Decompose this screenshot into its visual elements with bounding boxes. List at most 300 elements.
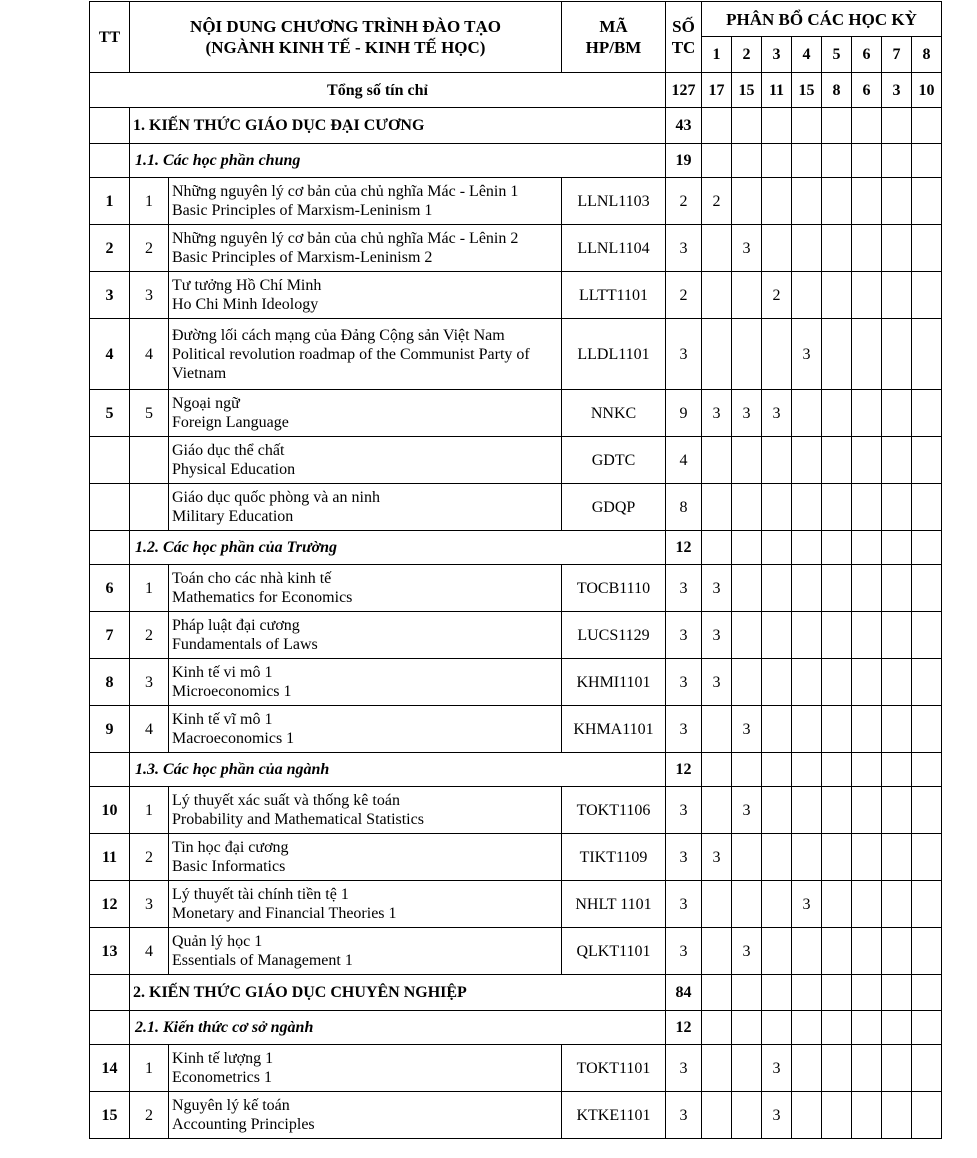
semester-cell (732, 108, 762, 144)
course-name-en: Mathematics for Economics (172, 589, 353, 606)
course-stt (130, 484, 169, 531)
course-name (169, 225, 562, 272)
course-semester-7 (882, 928, 912, 975)
header-code-line1: MÃ (599, 17, 628, 36)
course-credits: 3 (666, 834, 702, 881)
semester-cell (822, 108, 852, 144)
semester-header-7: 7 (882, 37, 912, 73)
semester-cell (702, 1011, 732, 1045)
semester-cell (912, 531, 942, 565)
course-semester-7 (882, 787, 912, 834)
course-semester-3 (762, 178, 792, 225)
course-semester-2 (732, 484, 762, 531)
course-name-vi: Kinh tế vĩ mô 1 (172, 711, 273, 728)
course-row (90, 834, 942, 881)
course-semester-8 (912, 1092, 942, 1139)
course-semester-6 (852, 484, 882, 531)
header-tt: TT (90, 2, 130, 73)
course-name-en: Basic Principles of Marxism-Leninism 1 (172, 202, 433, 219)
course-semester-1: 3 (702, 834, 732, 881)
course-semester-6 (852, 612, 882, 659)
course-semester-4: 3 (792, 319, 822, 390)
course-credits: 8 (666, 484, 702, 531)
semester-cell (882, 144, 912, 178)
course-semester-2 (732, 565, 762, 612)
course-name-vi: Những nguyên lý cơ bản của chủ nghĩa Mác - Lênin 2 (172, 230, 519, 247)
course-semester-1 (702, 1045, 732, 1092)
course-stt: 2 (130, 1092, 169, 1139)
course-name (169, 881, 562, 928)
course-name-vi: Kinh tế lượng 1 (172, 1050, 274, 1067)
course-semester-4 (792, 706, 822, 753)
course-stt: 3 (130, 272, 169, 319)
semester-cell (912, 753, 942, 787)
course-row (90, 1092, 942, 1139)
course-semester-4 (792, 928, 822, 975)
course-semester-4 (792, 565, 822, 612)
course-stt: 2 (130, 225, 169, 272)
course-credits: 3 (666, 787, 702, 834)
course-stt: 2 (130, 612, 169, 659)
course-semester-7 (882, 565, 912, 612)
course-semester-4 (792, 484, 822, 531)
course-row (90, 437, 942, 484)
course-semester-3: 3 (762, 1045, 792, 1092)
semester-cell (852, 144, 882, 178)
course-semester-2 (732, 1045, 762, 1092)
course-tt: 6 (90, 565, 130, 612)
table-body (90, 73, 942, 1139)
course-row (90, 390, 942, 437)
course-name (169, 1045, 562, 1092)
course-semester-6 (852, 1045, 882, 1092)
course-semester-8 (912, 319, 942, 390)
course-semester-7 (882, 272, 912, 319)
course-semester-6 (852, 787, 882, 834)
course-name-vi: Quản lý học 1 (172, 933, 263, 950)
course-code: TOCB1110 (562, 565, 666, 612)
course-semester-3 (762, 659, 792, 706)
course-semester-2: 3 (732, 706, 762, 753)
header-credits (666, 2, 702, 73)
course-semester-6 (852, 437, 882, 484)
semester-header-6: 6 (852, 37, 882, 73)
total-semester-8: 10 (912, 73, 942, 108)
course-stt: 4 (130, 706, 169, 753)
course-semester-4 (792, 437, 822, 484)
semester-header-3: 3 (762, 37, 792, 73)
semester-cell (822, 753, 852, 787)
course-semester-8 (912, 1045, 942, 1092)
course-stt: 1 (130, 178, 169, 225)
course-semester-1: 2 (702, 178, 732, 225)
course-stt: 3 (130, 659, 169, 706)
course-semester-2: 3 (732, 787, 762, 834)
semester-cell (912, 1011, 942, 1045)
course-name-vi: Những nguyên lý cơ bản của chủ nghĩa Mác - Lênin 1 (172, 183, 519, 200)
course-code: GDQP (562, 484, 666, 531)
course-semester-7 (882, 612, 912, 659)
course-tt (90, 437, 130, 484)
course-stt (130, 437, 169, 484)
course-name-en: Ho Chi Minh Ideology (172, 296, 319, 313)
course-name (169, 390, 562, 437)
course-name-vi: Tin học đại cương (172, 839, 289, 856)
semester-cell (822, 975, 852, 1011)
group-blank (90, 531, 130, 565)
group-title: 2.1. Kiến thức cơ sở ngành (130, 1011, 666, 1045)
semester-cell (912, 144, 942, 178)
course-semester-5 (822, 319, 852, 390)
course-semester-2: 3 (732, 928, 762, 975)
course-semester-5 (822, 881, 852, 928)
group-row (90, 531, 942, 565)
course-row (90, 612, 942, 659)
course-name-en: Microeconomics 1 (172, 683, 292, 700)
semester-cell (732, 753, 762, 787)
course-row (90, 787, 942, 834)
course-tt: 10 (90, 787, 130, 834)
course-name (169, 787, 562, 834)
course-semester-3: 2 (762, 272, 792, 319)
course-row (90, 1045, 942, 1092)
semester-cell (702, 753, 732, 787)
course-name-en: Political revolution roadmap of the Communist Party of Vietnam (172, 345, 530, 382)
course-semester-2 (732, 834, 762, 881)
course-semester-6 (852, 565, 882, 612)
course-tt: 5 (90, 390, 130, 437)
course-semester-4 (792, 612, 822, 659)
course-semester-1: 3 (702, 390, 732, 437)
group-title: 1.3. Các học phần của ngành (130, 753, 666, 787)
header-content-line2: (NGÀNH KINH TẾ - KINH TẾ HỌC) (205, 38, 486, 57)
course-name-en: Basic Informatics (172, 858, 286, 875)
semester-cell (912, 975, 942, 1011)
course-semester-1 (702, 706, 732, 753)
semester-cell (702, 531, 732, 565)
course-semester-7 (882, 178, 912, 225)
course-credits: 3 (666, 659, 702, 706)
course-code: TIKT1109 (562, 834, 666, 881)
course-semester-6 (852, 834, 882, 881)
section-title: 2. KIẾN THỨC GIÁO DỤC CHUYÊN NGHIỆP (130, 975, 666, 1011)
semester-cell (792, 144, 822, 178)
course-tt: 11 (90, 834, 130, 881)
course-tt: 4 (90, 319, 130, 390)
course-semester-5 (822, 390, 852, 437)
course-name-vi: Đường lối cách mạng của Đảng Cộng sản Việt Nam (172, 326, 505, 344)
course-name-en: Physical Education (172, 461, 296, 478)
course-name-en: Econometrics 1 (172, 1069, 272, 1086)
course-semester-2: 3 (732, 390, 762, 437)
group-blank (90, 1011, 130, 1045)
course-semester-8 (912, 225, 942, 272)
course-row (90, 706, 942, 753)
course-semester-2 (732, 659, 762, 706)
course-stt: 2 (130, 834, 169, 881)
course-code: TOKT1101 (562, 1045, 666, 1092)
semester-cell (882, 1011, 912, 1045)
course-row (90, 881, 942, 928)
group-row (90, 1011, 942, 1045)
course-row (90, 565, 942, 612)
semester-cell (822, 1011, 852, 1045)
header-credits-line1: SỐ (672, 17, 695, 36)
course-semester-8 (912, 612, 942, 659)
course-semester-8 (912, 484, 942, 531)
semester-cell (792, 1011, 822, 1045)
course-semester-4 (792, 390, 822, 437)
course-stt: 3 (130, 881, 169, 928)
semester-cell (882, 975, 912, 1011)
course-semester-5 (822, 437, 852, 484)
course-credits: 3 (666, 706, 702, 753)
course-semester-1: 3 (702, 612, 732, 659)
course-semester-7 (882, 881, 912, 928)
group-row (90, 144, 942, 178)
total-semester-3: 11 (762, 73, 792, 108)
course-semester-4 (792, 225, 822, 272)
header-content (130, 2, 562, 73)
course-semester-6 (852, 1092, 882, 1139)
semester-header-5: 5 (822, 37, 852, 73)
semester-header-2: 2 (732, 37, 762, 73)
course-name (169, 484, 562, 531)
semester-cell (762, 753, 792, 787)
course-row (90, 319, 942, 390)
course-name-vi: Nguyên lý kế toán (172, 1097, 290, 1114)
course-semester-5 (822, 787, 852, 834)
course-semester-1: 3 (702, 659, 732, 706)
course-tt: 2 (90, 225, 130, 272)
header-code (562, 2, 666, 73)
course-semester-2 (732, 612, 762, 659)
course-credits: 3 (666, 1092, 702, 1139)
course-semester-5 (822, 225, 852, 272)
course-tt: 7 (90, 612, 130, 659)
course-semester-1 (702, 787, 732, 834)
total-semester-5: 8 (822, 73, 852, 108)
course-semester-4 (792, 1092, 822, 1139)
course-name (169, 437, 562, 484)
course-tt: 1 (90, 178, 130, 225)
course-credits: 3 (666, 612, 702, 659)
semester-cell (732, 975, 762, 1011)
course-semester-7 (882, 484, 912, 531)
course-semester-1 (702, 1092, 732, 1139)
course-semester-2 (732, 178, 762, 225)
course-semester-5 (822, 834, 852, 881)
course-name-en: Monetary and Financial Theories 1 (172, 905, 397, 922)
course-name (169, 612, 562, 659)
course-credits: 3 (666, 928, 702, 975)
course-row (90, 272, 942, 319)
course-semester-1 (702, 881, 732, 928)
course-name-en: Essentials of Management 1 (172, 952, 353, 969)
semester-cell (792, 753, 822, 787)
header-content-line1: NỘI DUNG CHƯƠNG TRÌNH ĐÀO TẠO (190, 17, 501, 36)
group-credits: 19 (666, 144, 702, 178)
course-code: LLNL1103 (562, 178, 666, 225)
course-row (90, 484, 942, 531)
course-semester-3 (762, 928, 792, 975)
course-name (169, 659, 562, 706)
course-code: NHLT 1101 (562, 881, 666, 928)
course-name-vi: Giáo dục thể chất (172, 442, 285, 459)
course-semester-3: 3 (762, 1092, 792, 1139)
course-tt: 14 (90, 1045, 130, 1092)
course-name (169, 928, 562, 975)
course-credits: 3 (666, 881, 702, 928)
course-credits: 2 (666, 178, 702, 225)
group-title: 1.1. Các học phần chung (130, 144, 666, 178)
group-row (90, 753, 942, 787)
total-semester-2: 15 (732, 73, 762, 108)
semester-cell (702, 144, 732, 178)
course-semester-3 (762, 484, 792, 531)
course-row (90, 225, 942, 272)
course-semester-6 (852, 881, 882, 928)
course-semester-6 (852, 706, 882, 753)
total-semester-7: 3 (882, 73, 912, 108)
course-semester-7 (882, 437, 912, 484)
course-code: LLDL1101 (562, 319, 666, 390)
course-semester-2: 3 (732, 225, 762, 272)
course-semester-8 (912, 272, 942, 319)
course-name-vi: Lý thuyết xác suất và thống kê toán (172, 792, 400, 809)
course-tt: 13 (90, 928, 130, 975)
course-name (169, 565, 562, 612)
course-row (90, 659, 942, 706)
course-semester-5 (822, 565, 852, 612)
course-semester-7 (882, 834, 912, 881)
course-semester-8 (912, 706, 942, 753)
course-semester-3 (762, 612, 792, 659)
semester-header-4: 4 (792, 37, 822, 73)
total-row (90, 73, 942, 108)
semester-cell (852, 1011, 882, 1045)
course-name (169, 834, 562, 881)
group-title: 1.2. Các học phần của Trường (130, 531, 666, 565)
course-semester-3 (762, 834, 792, 881)
semester-cell (852, 975, 882, 1011)
section-title: 1. KIẾN THỨC GIÁO DỤC ĐẠI CƯƠNG (130, 108, 666, 144)
course-semester-8 (912, 565, 942, 612)
course-name-vi: Toán cho các nhà kinh tế (172, 570, 332, 587)
section-credits: 43 (666, 108, 702, 144)
semester-header-1: 1 (702, 37, 732, 73)
course-semester-5 (822, 706, 852, 753)
course-semester-6 (852, 319, 882, 390)
course-semester-5 (822, 178, 852, 225)
total-label: Tổng số tín chỉ (90, 73, 666, 108)
section-credits: 84 (666, 975, 702, 1011)
semester-cell (912, 108, 942, 144)
course-semester-8 (912, 834, 942, 881)
course-semester-2 (732, 437, 762, 484)
course-semester-6 (852, 178, 882, 225)
course-stt: 1 (130, 787, 169, 834)
course-code: GDTC (562, 437, 666, 484)
course-name (169, 1092, 562, 1139)
group-blank (90, 753, 130, 787)
semester-cell (852, 108, 882, 144)
course-credits: 3 (666, 319, 702, 390)
course-stt: 5 (130, 390, 169, 437)
course-name (169, 272, 562, 319)
course-semester-8 (912, 178, 942, 225)
total-semester-4: 15 (792, 73, 822, 108)
semester-cell (732, 531, 762, 565)
course-name-vi: Lý thuyết tài chính tiền tệ 1 (172, 886, 349, 903)
course-semester-8 (912, 787, 942, 834)
course-name-vi: Kinh tế vi mô 1 (172, 664, 273, 681)
course-semester-3 (762, 437, 792, 484)
course-code: LLNL1104 (562, 225, 666, 272)
course-code: KHMA1101 (562, 706, 666, 753)
semester-cell (822, 531, 852, 565)
course-semester-1 (702, 272, 732, 319)
course-row (90, 178, 942, 225)
course-semester-7 (882, 706, 912, 753)
course-semester-4 (792, 1045, 822, 1092)
course-row (90, 928, 942, 975)
course-tt: 12 (90, 881, 130, 928)
course-semester-2 (732, 881, 762, 928)
semester-header-8: 8 (912, 37, 942, 73)
course-semester-5 (822, 1092, 852, 1139)
course-semester-4 (792, 272, 822, 319)
course-semester-4 (792, 178, 822, 225)
course-semester-3 (762, 881, 792, 928)
course-semester-1 (702, 484, 732, 531)
total-semester-1: 17 (702, 73, 732, 108)
course-semester-5 (822, 928, 852, 975)
course-name-en: Basic Principles of Marxism-Leninism 2 (172, 249, 433, 266)
course-name-vi: Giáo dục quốc phòng và an ninh (172, 489, 380, 506)
course-semester-4: 3 (792, 881, 822, 928)
course-semester-3 (762, 787, 792, 834)
semester-cell (792, 975, 822, 1011)
course-stt: 4 (130, 319, 169, 390)
semester-cell (882, 531, 912, 565)
course-semester-8 (912, 390, 942, 437)
course-tt (90, 484, 130, 531)
course-semester-7 (882, 659, 912, 706)
course-semester-6 (852, 928, 882, 975)
semester-cell (852, 753, 882, 787)
semester-cell (732, 144, 762, 178)
course-semester-7 (882, 1092, 912, 1139)
group-credits: 12 (666, 753, 702, 787)
course-semester-3: 3 (762, 390, 792, 437)
course-semester-1 (702, 225, 732, 272)
course-name (169, 178, 562, 225)
course-credits: 3 (666, 1045, 702, 1092)
course-name-en: Probability and Mathematical Statistics (172, 811, 424, 828)
semester-cell (762, 531, 792, 565)
course-semester-1 (702, 319, 732, 390)
course-semester-7 (882, 225, 912, 272)
course-code: TOKT1106 (562, 787, 666, 834)
semester-cell (792, 108, 822, 144)
course-semester-3 (762, 225, 792, 272)
course-name-vi: Ngoại ngữ (172, 395, 240, 412)
course-semester-2 (732, 272, 762, 319)
course-semester-5 (822, 272, 852, 319)
course-name (169, 319, 562, 390)
course-tt: 9 (90, 706, 130, 753)
